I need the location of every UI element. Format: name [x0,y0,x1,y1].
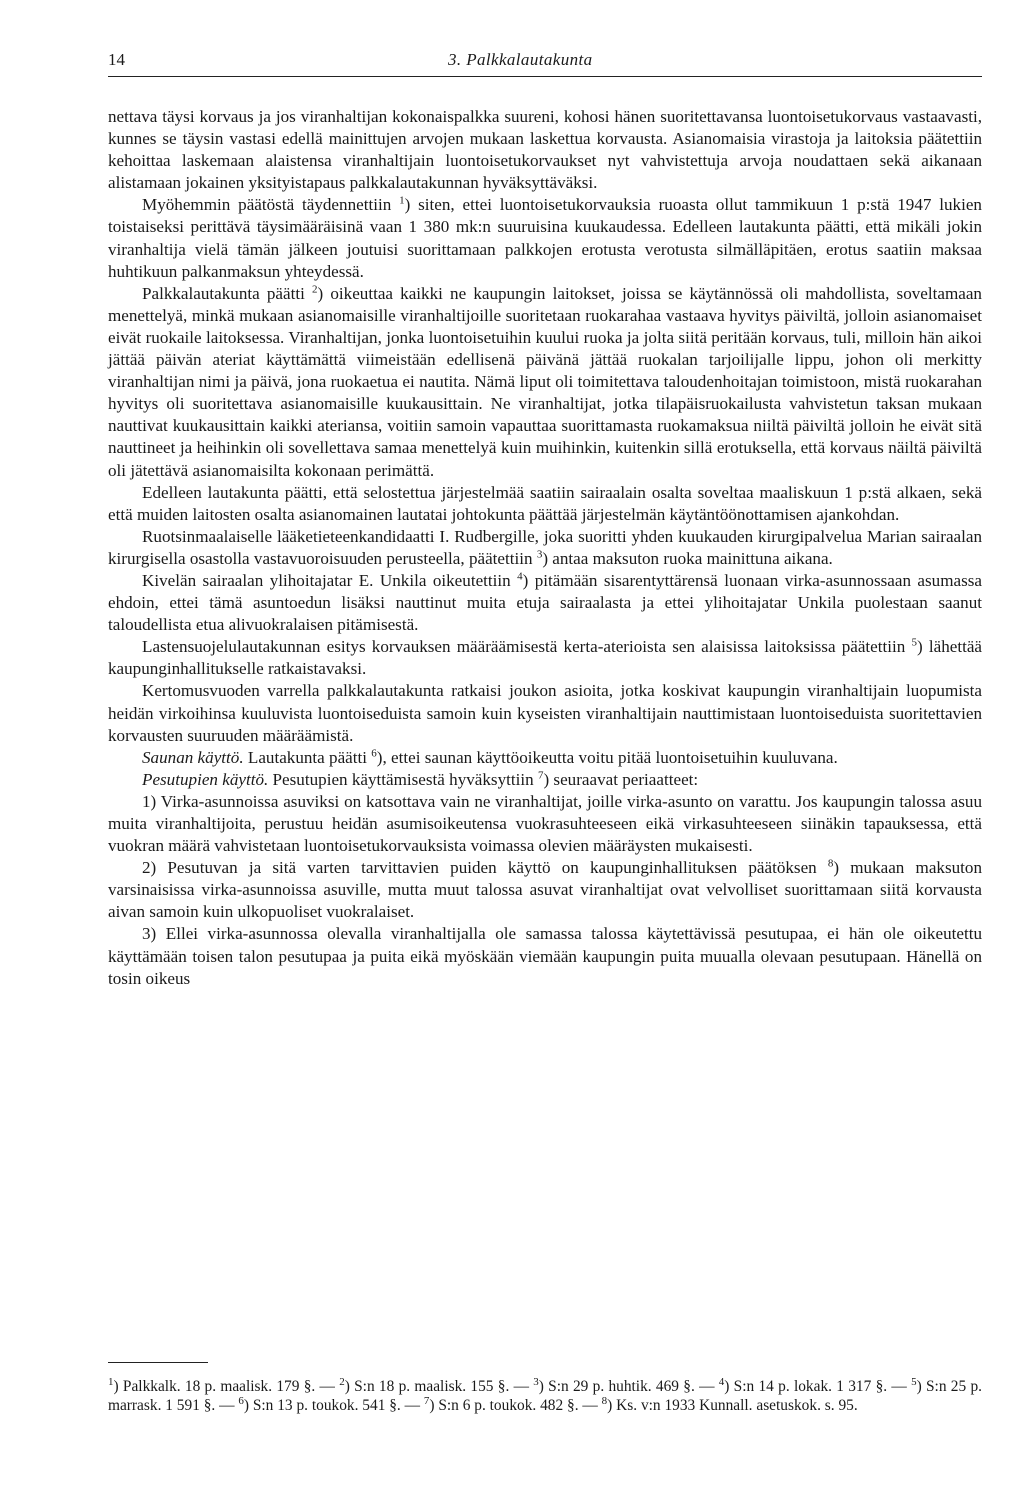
paragraph: Ruotsinmaalaiselle lääketieteenkandidaatti I. Rudbergille, joka suoritti yhden kuukauden kirurgipalvelua Marian sairaalan kirurgisella osastolla vastavuoroisuuden perusteella, päätettiin $^3$) antaa maksuton ruoka mainittuna aikana. [108,526,982,568]
paragraph: Saunan käyttö. Lautakunta päätti $^6$), ettei saunan käyttöoikeutta voitu pitää luontoisetuihin kuuluvana. [142,747,838,767]
paragraph: Myöhemmin päätöstä täydennettiin $^1$) siten, ettei luontoisetukorvauksia ruoasta ollut tammikuun 1 p:stä 1947 lukien toistaiseksi perittävä täysimääräisinä vaan 1 380 mk:n suuruisina kuukaudessa. Edelleen lautakunta päätti, että mikäli jokin viranhaltija vielä tämän jälkeen joutuisi suorittamaan palkkojen erotusta verotusta silmälläpitäen, erotus saatiin maksaa huhtikuun palkanmaksun yhteydessä. [108,194,982,281]
paragraph: Kivelän sairaalan ylihoitajatar E. Unkila oikeutettiin $^4$) pitämään sisarentyttärensä luonaan virka-asunnossaan asumassa ehdoin, ettei tämä asuntoedun lisäksi nauttinut muita etuja sairaalasta ja ettei ylihoitajatar Unkila puolestaan saanut taloudellista etua alivuokralaisen pitämisestä. [108,570,982,635]
footnote: $^3$) S:n 29 p. huhtik. 469 §. — [533,1375,719,1395]
section-title: Saunan käyttö. [142,747,244,767]
footnote-rule [108,1362,208,1363]
footnote-ref: 6 [371,747,377,760]
paragraph: Lastensuojelulautakunnan esitys korvauksen määräämisestä kerta-aterioista sen alaisissa laitoksissa päätettiin $^5$) lähettää kaupunginhallitukselle ratkaistavaksi. [108,636,982,679]
footnote: $^7$) S:n 6 p. toukok. 482 §. — [423,1394,602,1414]
page-header [108,50,982,78]
footnote-ref: 1 [399,194,405,207]
paragraph: nettava täysi korvaus ja jos viranhaltijan kokonaispalkka suureni, kohosi hänen suoritettavansa luontoisetukorvaus vastaavasti, kunnes se täysin vastasi edellä mainittujen arvojen mukaan laskettua korvausta. Asianomaisia virastoja ja laitoksia päätettiin kehoittaa laskemaan alaistensa viranhaltijain luontoisetukorvaukset nyt vahvistettuja arvoja noudattaen sekä aikanaan alistamaan jokainen yksityistapaus palkkalautakunnan hyväksyttäväksi. [108,107,982,193]
footnote-ref: 4 [517,570,523,583]
footnotes [108,1377,982,1415]
footnote: $^5$) S:n 25 p. marrask. 1 591 §. — [108,1375,982,1414]
paragraph: Palkkalautakunta päätti $^2$) oikeuttaa kaikki ne kaupungin laitokset, joissa se käytännössä oli mahdollista, soveltamaan menettelyä, minkä mukaan asianomaisille viranhaltijoille suoritetaan ruokarahaa vastaava hyvitys päiviltä, jolloin asianomaiset eivät ruokaile laitoksessa. Viranhaltijan, jonka luontoisetuihin kuului ruoka ja jolta siitä peritään korvaus, tuli, milloin hän aikoi jättää päivän ateriat käyttämättä viimeistään edellisenä päivänä jättää ruokalan tarjoilijalle lippu, johon oli merkitty viranhaltijan nimi ja päivä, jona ruokaetua ei nautita. Nämä liput oli toimitettava taloudenhoitajan toimistoon, mistä ruokarahan hyvitys oli suoritettava asianomaisille kuukausittain. Ne viranhaltijat, jotka tilapäisruokailusta vahvistetun taksan mukaan nauttivat kuukausittain kaikki ateriansa, voitiin samoin vapauttaa suorittamasta ruokamaksua niiltä päiviltä jolloin he eivät sitä nauttineet ja heihinkin oli sovellettava samaa menettelyä kuin muihinkin, kuitenkin sillä erotuksella, että korvaus näiltä päiviltä oli jätettävä asianomaisilta kokonaan perimättä. [108,283,982,480]
footnote: $^6$) S:n 13 p. toukok. 541 §. — [238,1394,424,1414]
running-title: 3. Palkkalautakunta [448,50,593,69]
body-text [108,106,982,990]
footnote-ref: 8 [827,857,834,870]
footnote-ref: 7 [537,769,544,782]
footnote-ref: 5 [911,636,917,649]
paragraph: Kertomusvuoden varrella palkkalautakunta ratkaisi joukon asioita, jotka koskivat kaupungin viranhaltijain luopumista heidän virkoihinsa kuuluvista luontoiseduista samoin kuin kyseisten viranhaltijain nauttimistaan luontoiseduista suoritettavien korvausten suuruuden määräämistä. [108,681,982,745]
footnote: $^4$) S:n 14 p. lokak. 1 317 §. — [718,1375,912,1395]
page-number: 14 [108,50,125,69]
footnote: $^2$) S:n 18 p. maalisk. 155 §. — [339,1375,534,1395]
footnote: $^8$) Ks. v:n 1933 Kunnall. asetuskok. s. 95. [601,1394,858,1414]
paragraph: Pesutupien käyttö. Pesutupien käyttämisestä hyväksyttiin $^7$) seuraavat periaatteet: [142,769,699,789]
list-item: 3) Ellei virka-asunnossa olevalla viranhaltijalla ole samassa talossa käytettävissä pesutupaa, ei hän ole oikeutettu käyttämään toisen talon pesutupaa ja puita eikä myöskään viemään kaupungin puita muualla olevaan pesutupaan. Hänellä on tosin oikeus [108,924,982,988]
list-item: 2) Pesutuvan ja sitä varten tarvittavien puiden käyttö on kaupunginhallituksen päätöksen $^8$) mukaan maksuton varsinaisissa virka-asunnoissa asuville, mutta muut talossa asuvat viranhaltijat ovat velvolliset suorittamaan siitä korvausta aivan samoin kuin ulkopuoliset vuokralaiset. [108,857,982,922]
footnote: $^1$) Palkkalk. 18 p. maalisk. 179 §. — [108,1375,340,1395]
header-rule [108,76,982,77]
section-title: Pesutupien käyttö. [142,769,269,789]
footnote-ref: 3 [536,548,543,561]
footnote-ref: 2 [312,283,318,296]
paragraph: Edelleen lautakunta päätti, että selostettua järjestelmää saatiin sairaalain osalta soveltaa maaliskuun 1 p:stä alkaen, sekä että muiden laitosten osalta asianomainen lautatai johtokunta päättää järjestelmän käytäntöönottamisen ajankohdan. [108,482,982,524]
list-item: 1) Virka-asunnoissa asuviksi on katsottava vain ne viranhaltijat, joille virka-asunto on varattu. Jos kaupungin talossa asuu muita viranhaltijoita, perustuu heidän asumisoikeutensa vuokrasuhteeseen eikä virkasuhteeseen siinäkin tapauksessa, että vuokran määrä vahvistetaan luontoisetukorvauksista voimassa olevien määräysten mukaisesti. [108,791,982,856]
